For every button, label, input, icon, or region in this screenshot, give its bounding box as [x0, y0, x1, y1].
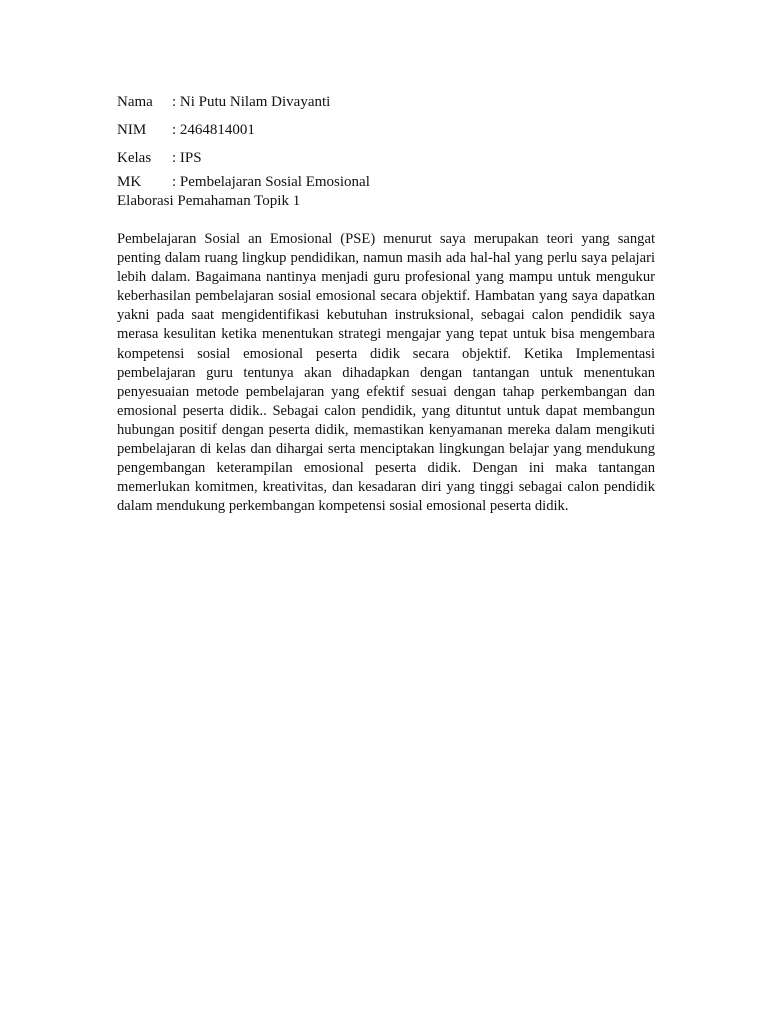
name-value: : Ni Putu Nilam Divayanti — [172, 94, 331, 110]
course-value: : Pembelajaran Sosial Emosional — [172, 174, 370, 190]
class-row — [117, 149, 657, 173]
name-row — [117, 93, 657, 121]
course-row — [117, 173, 657, 192]
nim-row — [117, 121, 657, 149]
student-info-block — [117, 93, 657, 210]
name-label: Nama — [117, 94, 153, 110]
nim-value: : 2464814001 — [172, 122, 255, 138]
topic-title: Elaborasi Pemahaman Topik 1 — [117, 193, 301, 209]
course-label: MK — [117, 174, 142, 190]
nim-label: NIM — [117, 122, 147, 138]
class-value: : IPS — [172, 150, 202, 166]
class-label: Kelas — [117, 150, 152, 166]
body-paragraph: Pembelajaran Sosial an Emosional (PSE) menurut saya merupakan teori yang sangat penting dalam ruang lingkup pendidikan, namun masih ada hal-hal yang perlu saya pelajari lebih dalam. Bagaimana nantinya menjadi guru profesional yang mampu untuk mengukur keberhasilan pembelajaran sosial emosional secara objektif. Hambatan yang saya dapatkan yakni pada saat mengidentifikasi kebutuhan instruksional, sebagai calon pendidik saya merasa kesulitan ketika menentukan strategi mengajar yang tepat untuk bisa mengembara kompetensi sosial emosional peserta didik secara objektif. Ketika Implementasi pembelajaran guru tentunya akan dihadapkan dengan tantangan untuk menentukan penyesuaian metode pembelajaran yang efektif sesuai dengan tahap perkembangan dan emosional peserta didik.. Sebagai calon pendidik, yang dituntut untuk dapat membangun hubungan positif dengan peserta didik, memastikan kenyamanan mereka dalam mengikuti pembelajaran di kelas dan dihargai serta menciptakan lingkungan belajar yang mendukung pengembangan keterampilan emosional peserta didik. Dengan ini maka tantangan memerlukan komitmen, kreativitas, dan kesadaran diri yang tinggi sebagai calon pendidik dalam mendukung perkembangan kompetensi sosial emosional peserta didik. — [117, 231, 655, 515]
